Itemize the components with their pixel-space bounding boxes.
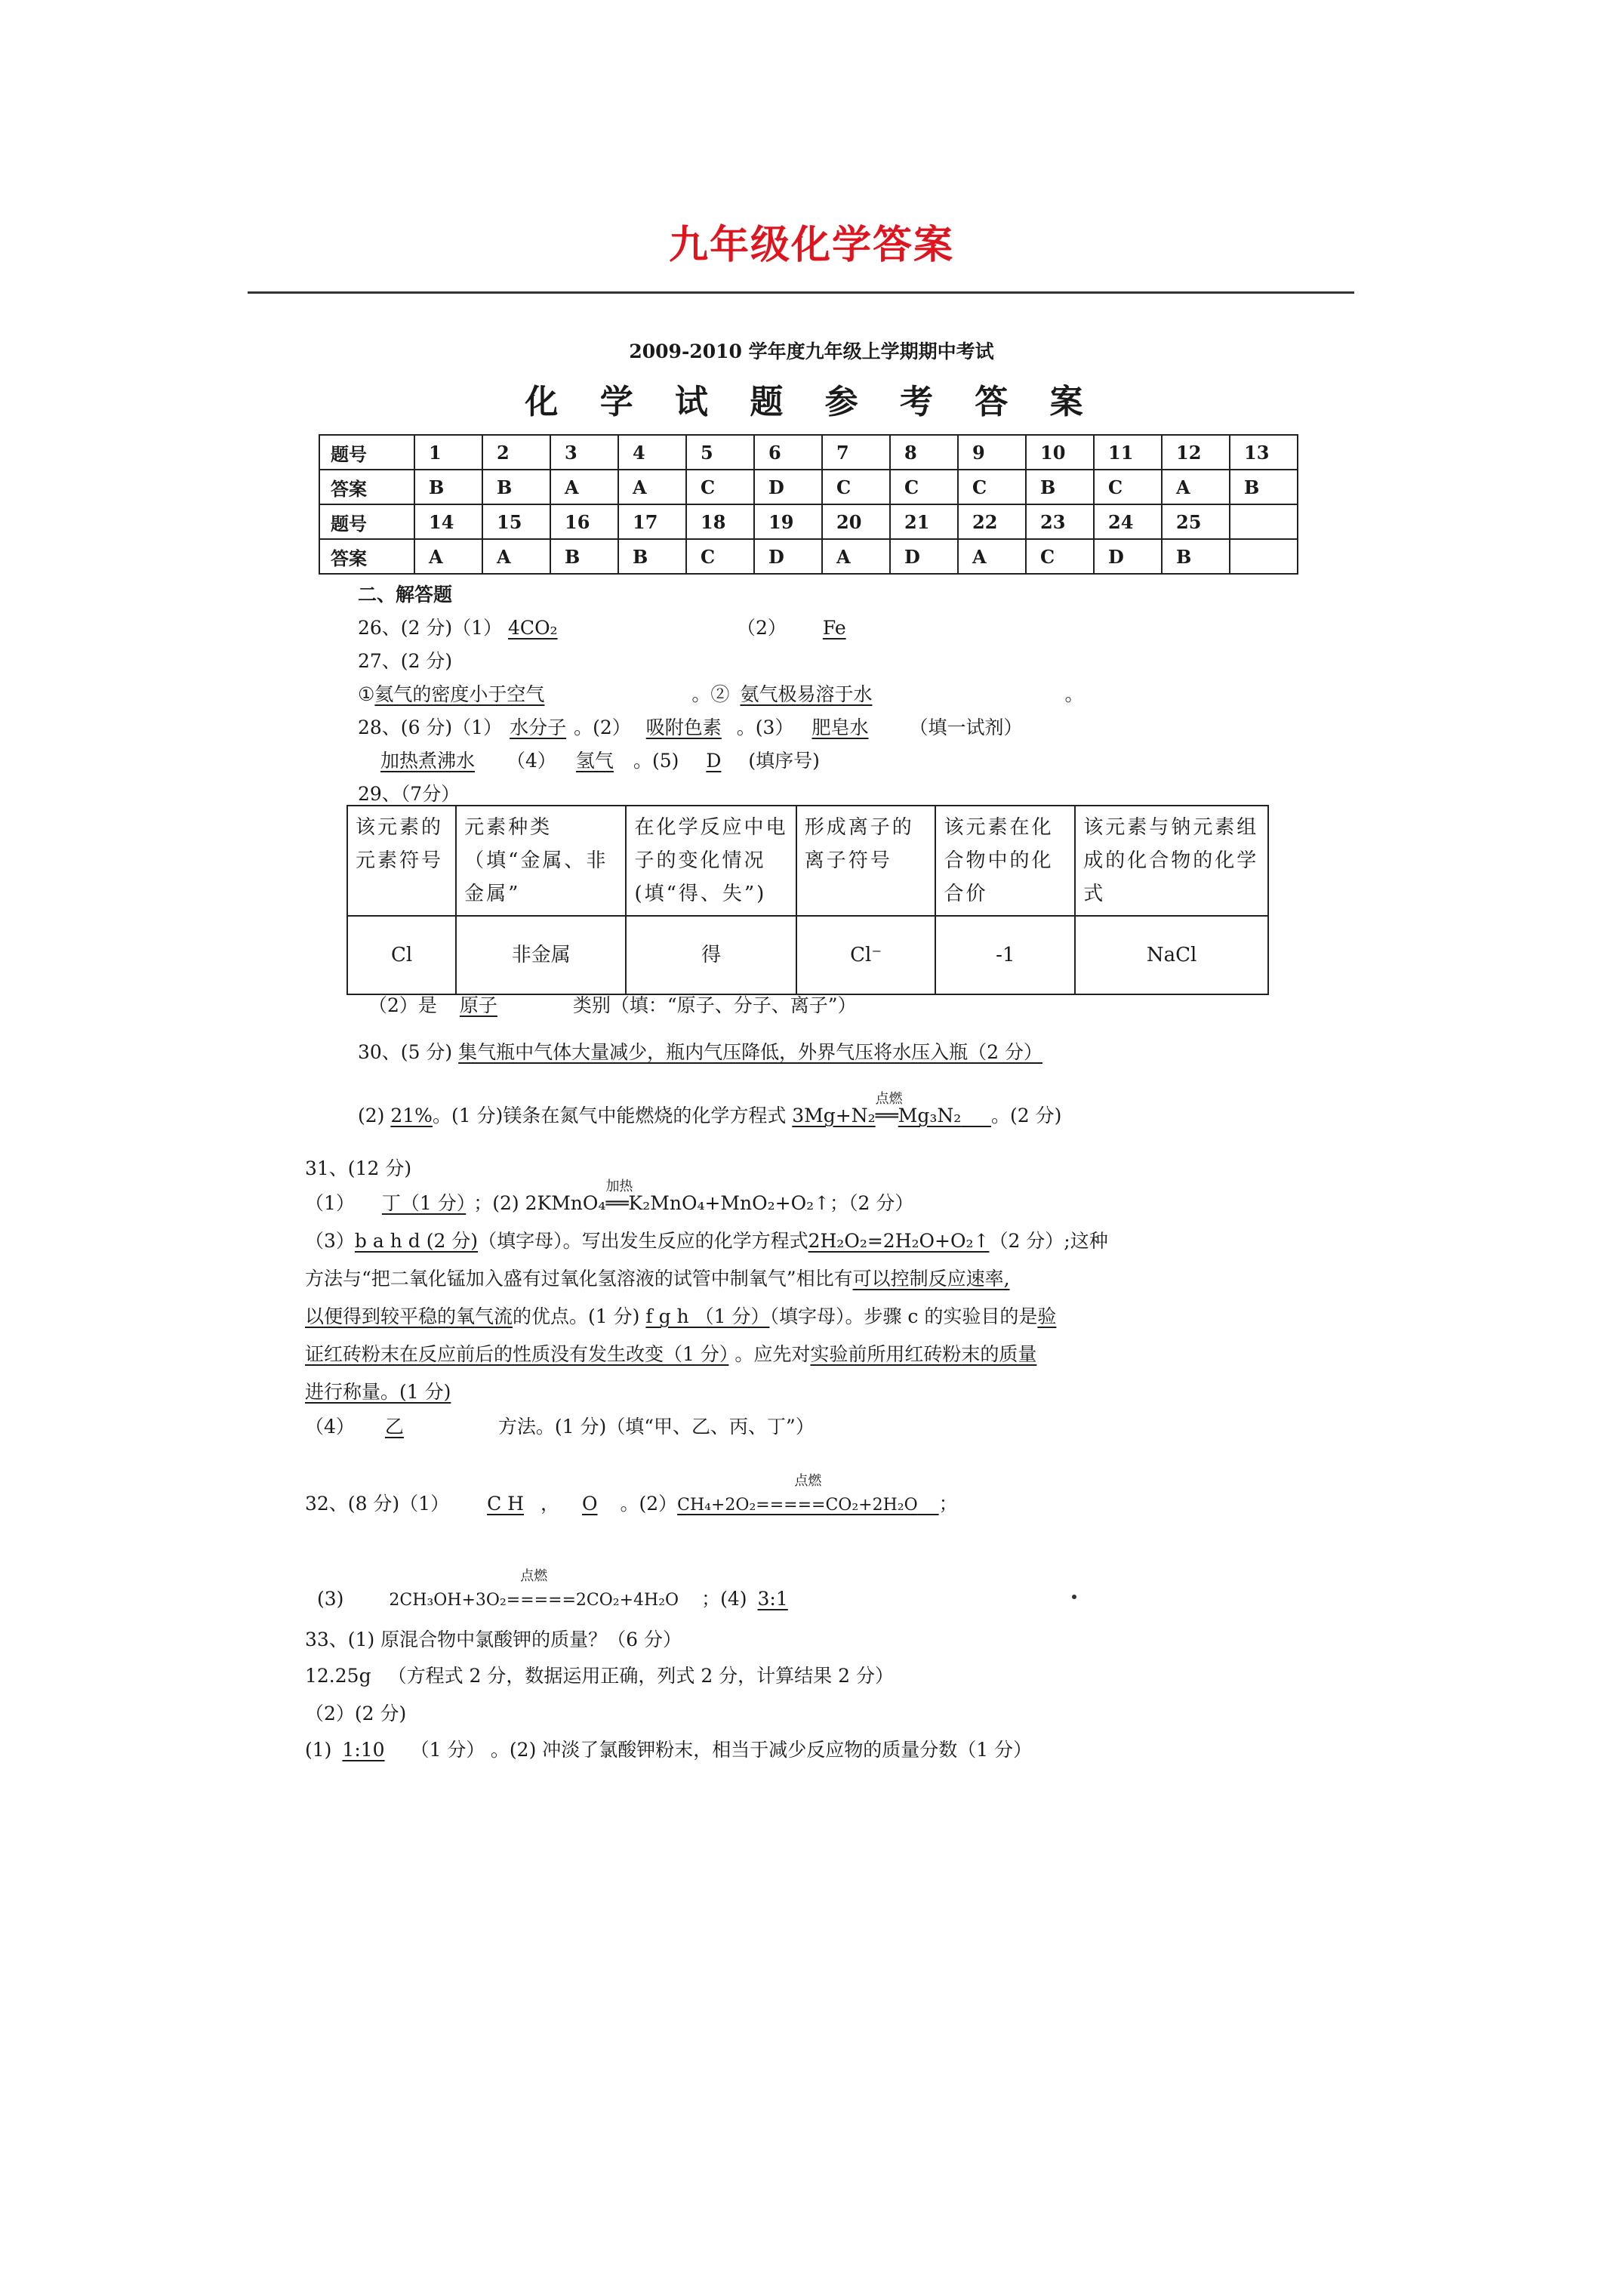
mc-cell: 13 <box>1230 435 1298 470</box>
mc-cell: C <box>686 539 754 574</box>
mc-cell: C <box>686 470 754 504</box>
q32-answer-1: C H <box>487 1493 524 1515</box>
mc-cell: C <box>958 470 1026 504</box>
q29-v4: Cl⁻ <box>796 916 936 994</box>
stray-dot <box>1072 1595 1076 1599</box>
mc-cell: 22 <box>958 504 1026 539</box>
exam-name: 2009-2010 学年度九年级上学期期中考试 <box>629 341 994 362</box>
q29-header-row <box>347 806 1268 916</box>
q28-label-3: 。(3） <box>736 717 794 738</box>
q33-note: （方程式 2 分，数据运用正确，列式 2 分，计算结果 2 分） <box>387 1665 894 1687</box>
q29-p2-note: 类别（填：“原子、分子、离子”） <box>572 994 857 1016</box>
q27-end: 。 <box>1064 683 1084 705</box>
q28-answer-6: D <box>706 750 722 772</box>
q31-text-2: （2 分）;这种 <box>989 1230 1108 1252</box>
q32-eq-text: CH₄+2O₂=====CO₂+2H₂O <box>677 1496 918 1515</box>
mc-cell: C <box>822 470 890 504</box>
q29-head: 29、（7分） <box>358 783 460 805</box>
mc-cell: 9 <box>958 435 1026 470</box>
mc-cell: B <box>414 470 482 504</box>
mc-row <box>319 435 1298 470</box>
mc-cell: B <box>1162 539 1230 574</box>
q29-h2: 元素种类（填“金属、非金属” <box>456 806 626 916</box>
mc-cell: B <box>1026 470 1094 504</box>
q31-text-4: 的优点。(1 分) <box>513 1305 640 1327</box>
mc-cell: D <box>890 539 958 574</box>
q26-label: 26、(2 分)（1） <box>358 617 503 639</box>
mc-cell: B <box>1230 470 1298 504</box>
q30-equation <box>792 1091 991 1126</box>
q28-label: 28、(6 分)（1） <box>358 717 503 738</box>
q28-label-5: 。(5) <box>633 750 679 772</box>
q31-eq-left: ；(2) 2KMnO₄ <box>473 1192 606 1214</box>
mc-cell: B <box>482 470 550 504</box>
q31-line-6 <box>305 1377 451 1404</box>
mc-cell: 7 <box>822 435 890 470</box>
mc-answer-table <box>319 434 1298 575</box>
q31-answer-4: 可以控制反应速率, <box>852 1268 1010 1290</box>
q31-p4-label: （4） <box>305 1416 355 1438</box>
q29-v3: 得 <box>626 916 796 994</box>
q29-p2-label: （2）是 <box>368 994 437 1016</box>
mc-cell: A <box>822 539 890 574</box>
mc-cell: 5 <box>686 435 754 470</box>
mc-cell: 1 <box>414 435 482 470</box>
q31-eq-sign: 加热 ══ <box>605 1192 628 1214</box>
q31-answer-10: 进行称量。(1 分) <box>305 1381 451 1403</box>
q26 <box>358 613 959 640</box>
q28-line-1 <box>358 713 1022 740</box>
q32-line-2 <box>317 1568 799 1611</box>
q31-text-1: （填字母）。写出发生反应的化学方程式 <box>478 1230 808 1252</box>
q33-line-4 <box>305 1735 1032 1762</box>
q31-eq-right: K₂MnO₄+MnO₂+O₂↑；（2 分） <box>628 1192 914 1214</box>
mc-cell: 2 <box>482 435 550 470</box>
mc-cell: 10 <box>1026 435 1094 470</box>
q30-eq-condition: 点燃 <box>875 1091 903 1107</box>
mc-cell: C <box>1026 539 1094 574</box>
q31-answer-5: 以便得到较平稳的氧气流 <box>305 1305 513 1327</box>
q28-answer-4: 加热煮沸水 <box>380 750 476 772</box>
q32-eq-condition: 点燃 <box>794 1473 822 1489</box>
q30-line-2 <box>358 1091 1062 1128</box>
mc-cell: 6 <box>754 435 822 470</box>
q31-answer-9: 实验前所用红砖粉末的质量 <box>810 1343 1037 1365</box>
q31-p1-label: （1） <box>305 1192 355 1214</box>
mc-cell: 18 <box>686 504 754 539</box>
q30-label: 30、(5 分) <box>358 1041 453 1063</box>
q28-answer-1: 水分子 <box>510 717 567 738</box>
mc-cell: 19 <box>754 504 822 539</box>
mc-cell: A <box>482 539 550 574</box>
mc-cell: B <box>550 539 618 574</box>
q29-p2-answer: 原子 <box>459 994 497 1016</box>
q31-answer-6: f g h （1 分） <box>645 1305 770 1327</box>
q32-label-3: (3) <box>317 1588 344 1610</box>
q31-line-5 <box>305 1339 1036 1367</box>
mc-cell: 23 <box>1026 504 1094 539</box>
q27-answer-1: 氦气的密度小于空气 <box>374 683 545 705</box>
q31-text-5: （填字母）。步骤 c 的实验目的是 <box>769 1305 1038 1327</box>
mc-cell: 12 <box>1162 435 1230 470</box>
mc-row-label: 答案 <box>319 470 414 504</box>
mc-cell: D <box>754 539 822 574</box>
q31-answer-8: 证红砖粉末在反应前后的性质没有发生改变（1 分） <box>305 1343 729 1365</box>
q29-h4: 形成离子的离子符号 <box>796 806 936 916</box>
q32-equation <box>677 1473 938 1515</box>
q31-answer-2: b a h d (2 分) <box>354 1230 479 1252</box>
q30-eq-left: 3Mg+N₂ <box>792 1105 876 1126</box>
q29-h6: 该元素与钠元素组成的化合物的化学式 <box>1075 806 1268 916</box>
mc-cell <box>1230 539 1298 574</box>
q30-score: 。(2 分) <box>991 1105 1062 1126</box>
mc-cell: A <box>958 539 1026 574</box>
q27-line <box>358 680 1083 707</box>
q33-line-3: （2）(2 分) <box>305 1703 407 1724</box>
q28-answer-3: 肥皂水 <box>812 717 869 738</box>
q31-line-2 <box>305 1226 1108 1253</box>
q26-label-2: （2） <box>736 617 787 639</box>
page-title: 九年级化学答案 <box>668 222 954 268</box>
q32-answer-2: O <box>581 1493 598 1515</box>
q31-head: 31、(12 分) <box>305 1157 412 1179</box>
q27-head: 27、(2 分) <box>358 650 453 672</box>
q28-answer-5: 氢气 <box>575 750 614 772</box>
mc-cell: 11 <box>1094 435 1162 470</box>
q31-line-1 <box>305 1179 914 1216</box>
q31-answer-3: 2H₂O₂=2H₂O+O₂↑ <box>808 1230 990 1252</box>
q33-line-1: 33、(1) 原混合物中氯酸钾的质量？（6 分） <box>305 1629 682 1650</box>
q28-note-2: (填序号) <box>748 750 820 772</box>
mc-cell: 3 <box>550 435 618 470</box>
q28-note: （填一试剂） <box>909 717 1023 738</box>
mc-row-label: 题号 <box>319 504 414 539</box>
mc-cell: C <box>890 470 958 504</box>
section-title: 二、解答题 <box>358 584 453 606</box>
mc-cell: 24 <box>1094 504 1162 539</box>
q32-eq2-text: 2CH₃OH+3O₂=====2CO₂+4H₂O <box>389 1591 679 1610</box>
q33-answer-2: 1:10 <box>342 1739 385 1761</box>
q29-part2 <box>368 991 856 1018</box>
q31-text-6: 。应先对 <box>735 1343 811 1365</box>
q31-answer-11: 乙 <box>384 1416 404 1438</box>
mc-row-label: 题号 <box>319 435 414 470</box>
q30-answer-2: 21% <box>390 1105 433 1126</box>
mc-cell: A <box>550 470 618 504</box>
mc-cell: 20 <box>822 504 890 539</box>
q31-line-7 <box>305 1412 815 1439</box>
q29-h1: 该元素的元素符号 <box>347 806 456 916</box>
q31-line-4 <box>305 1302 1056 1329</box>
q33-answer-3: 。(2) 冲淡了氯酸钾粉末，相当于减少反应物的质量分数（1 分） <box>490 1739 1033 1761</box>
mc-row <box>319 470 1298 504</box>
q27-mark-2: 。② <box>691 683 730 705</box>
q31-line-3 <box>305 1264 1010 1291</box>
q30-label-2: (2) <box>358 1105 385 1126</box>
mc-cell: C <box>1094 470 1162 504</box>
q28-label-2: 。(2） <box>574 717 631 738</box>
q29-v2: 非金属 <box>456 916 626 994</box>
q29-v6: NaCl <box>1075 916 1268 994</box>
q33-line-2 <box>305 1661 894 1688</box>
q32-label-4: ；(4) <box>701 1588 747 1610</box>
q32-equation-2 <box>389 1568 679 1610</box>
mc-cell: D <box>754 470 822 504</box>
mc-cell: A <box>1162 470 1230 504</box>
q28-answer-2: 吸附色素 <box>645 717 722 738</box>
q30-line-1 <box>358 1037 1042 1065</box>
mc-cell <box>1230 504 1298 539</box>
q32-comma: ， <box>540 1493 559 1515</box>
mc-cell: 21 <box>890 504 958 539</box>
q30-answer-1: 集气瓶中气体大量减少，瓶内气压降低，外界气压将水压入瓶（2 分） <box>458 1041 1043 1063</box>
mc-cell: 25 <box>1162 504 1230 539</box>
q32-label-2: 。(2） <box>620 1493 678 1515</box>
answer-headline: 化 学 试 题 参 考 答 案 <box>525 383 1098 421</box>
q30-text: 。(1 分)镁条在氮气中能燃烧的化学方程式 <box>432 1105 787 1126</box>
q31-text-7: 方法。(1 分)（填“甲、乙、丙、丁”） <box>497 1416 815 1438</box>
mc-cell: 17 <box>618 504 686 539</box>
mc-cell: 16 <box>550 504 618 539</box>
mc-cell: A <box>414 539 482 574</box>
q29-table <box>346 805 1269 995</box>
q28-label-4: （4） <box>507 750 556 772</box>
q29-h3: 在化学反应中电子的变化情况(填“得、失”) <box>626 806 796 916</box>
q26-answer-1: 4CO₂ <box>508 617 558 639</box>
q29-h5: 该元素在化合物中的化合价 <box>935 806 1075 916</box>
q31-answer-1: 丁（1 分） <box>381 1192 467 1214</box>
q28-line-2 <box>358 746 820 773</box>
q33-p1-label: (1) <box>305 1739 332 1761</box>
q31-answer-7: 验 <box>1037 1305 1057 1327</box>
q32-semicolon: ； <box>938 1493 958 1515</box>
mc-cell: 4 <box>618 435 686 470</box>
q30-eq-right: Mg₃N₂ <box>898 1105 962 1126</box>
mc-row <box>319 504 1298 539</box>
q33-answer-1: 12.25g <box>305 1665 371 1687</box>
mc-row <box>319 539 1298 574</box>
q29-value-row <box>347 916 1268 994</box>
mc-cell: B <box>618 539 686 574</box>
mc-row-label: 答案 <box>319 539 414 574</box>
title-rule <box>248 291 1354 294</box>
mc-cell: 15 <box>482 504 550 539</box>
q32-label: 32、(8 分)（1） <box>305 1493 450 1515</box>
q31-eq-condition: 加热 <box>605 1179 633 1194</box>
q29-v5: -1 <box>935 916 1075 994</box>
q32-answer-3: 3:1 <box>757 1588 788 1610</box>
q26-answer-2: Fe <box>822 617 846 639</box>
q29-v1: Cl <box>347 916 456 994</box>
q30-eq-sign: 点燃 ══ <box>876 1105 898 1126</box>
q27-mark-1: ① <box>358 683 375 705</box>
mc-cell: 14 <box>414 504 482 539</box>
q31-text-3: 方法与“把二氧化锰加入盛有过氧化氢溶液的试管中制氧气”相比有 <box>305 1268 853 1290</box>
q27-answer-2: 氨气极易溶于水 <box>740 683 873 705</box>
mc-cell: D <box>1094 539 1162 574</box>
q32-line-1 <box>305 1473 958 1516</box>
mc-cell: 8 <box>890 435 958 470</box>
mc-cell: A <box>618 470 686 504</box>
q31-p3-label: （3） <box>305 1230 355 1252</box>
q33-score: （1 分） <box>410 1739 476 1761</box>
q32-eq2-condition: 点燃 <box>520 1568 548 1584</box>
